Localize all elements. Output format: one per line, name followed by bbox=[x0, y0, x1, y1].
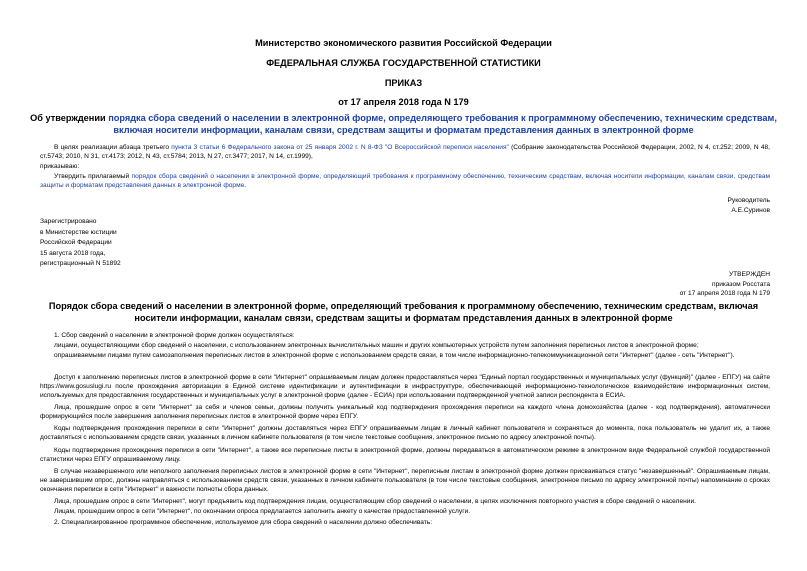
preamble-text-start: В целях реализации абзаца третьего bbox=[54, 144, 172, 151]
procedure-paragraph: опрашиваемыми лицами путем самозаполнения переписных листов в электронной форме с использованием средств связи, в том числе информационно-телекоммуникационной сети "Интернет" (далее - сеть "Интернет"). bbox=[54, 352, 735, 359]
procedure-paragraph: Доступ к заполнению переписных листов в электронной форме в сети "Интернет" опрашиваемым лицам должен предоставляться через "Единый портал государственных и муниципальных услуг (функций)" (далее - ЕПГУ) на сайте https://www.gosuslugi.ru после прохождения авторизации в Единой системе идентификации и аутентификации в инфраструктуре, обеспечивающей информационно-технологическое взаимодействие информационных систем, используемых для предоставления государственных и муниципальных услуг в электронной форме (далее - ЕСИА) при использовании подтвержденной учетной записи респондента в ЕСИА. bbox=[40, 374, 770, 400]
procedure-link[interactable]: порядок сбора сведений о населении в электронной форме, определяющий требования к программному обеспечению, техническим средствам, включая носители информации, каналам связи, средствам защиты и форматам представления данных в электронной форме bbox=[40, 173, 770, 190]
registration-block bbox=[40, 217, 121, 270]
procedure-paragraph: Коды подтверждения прохождения переписи в сети "Интернет" должны доставляться через ЕПГУ опрашиваемым лицам в личный кабинет пользователя и сохраняться до момента, пока пользователь не удалит их, а также доставляться с использованием средств связи, указанных в личном кабинете пользователя (в том числе текстовые сообщения, электронное письмо по адресу электронной почты). bbox=[40, 425, 770, 442]
approve-paragraph bbox=[40, 172, 770, 190]
order-date: от 17 апреля 2018 года N 179 bbox=[338, 97, 469, 107]
registration-line: Российской Федерации bbox=[40, 239, 112, 247]
registration-line: в Министерстве юстиции bbox=[40, 228, 117, 236]
order-title bbox=[30, 112, 777, 136]
order-heading: ПРИКАЗ bbox=[384, 78, 423, 88]
preamble-text-end: (Собрание законодательства Российской Федерации, 2002, N 4, ст.252; 2009, N 48, ст.5743; 2010, N 31, ст.4173; 2012, N 43, ст.5784; 2013, N 27, ст.3477; 2017, N 14, ст.1999), bbox=[40, 144, 770, 161]
procedure-paragraph: В случае незавершенного или неполного заполнения переписных листов в электронной форме в сети "Интернет", переписным листам в электронной форме должен присваиваться статус "незавершенный". Опрашиваемым лицам, не завершившим опрос, должны направляться с использованием средств связи, указанных в личном кабинете пользователя (в том числе текстовые сообщения, электронное письмо по адресу электронной почты) напоминание о сроках окончания переписи в сети "Интернет" и важности полноты сбора данных. bbox=[40, 468, 770, 494]
order-word-paragraph: приказываю: bbox=[40, 163, 80, 170]
procedure-paragraph: Лица, прошедшие опрос в сети "Интернет" за себя и членов семьи, должны получить уникальный код подтверждения прохождения переписи на каждого члена домохозяйства (далее - код подтверждения), автоматически формирующийся после завершения заполнения переписных листов в электронной форме через ЕПГУ. bbox=[40, 404, 770, 421]
procedure-paragraph: 1. Сбор сведений о населении в электронной форме должен осуществляться: bbox=[54, 332, 295, 339]
procedure-paragraph: Лица, прошедшие опрос в сети "Интернет", могут предъявить код подтверждения лицам, осуществляющим сбор сведений о населении, в целях исключения повторного участия в сборе сведений о населении. bbox=[54, 498, 696, 505]
ministry-heading: Министерство экономического развития Российской Федерации bbox=[255, 38, 552, 48]
order-title-link[interactable]: порядка сбора сведений о населении в электронной форме, определяющего требования к программному обеспечению, техническим средствам, включая носители информации, каналам связи, средствам защиты и форматам представления данных в электронной форме bbox=[108, 113, 777, 135]
service-heading: ФЕДЕРАЛЬНАЯ СЛУЖБА ГОСУДАРСТВЕННОЙ СТАТИСТИКИ bbox=[266, 58, 541, 68]
preamble-paragraph bbox=[40, 143, 770, 161]
signature-name: А.Е.Суринов bbox=[731, 206, 770, 214]
approved-block bbox=[680, 270, 770, 299]
procedure-paragraph: Лицам, прошедшим опрос в сети "Интернет", по окончании опроса предлагается заполнить анкету о качестве предоставленной услуги. bbox=[54, 508, 471, 515]
registration-line: 15 августа 2018 года, bbox=[40, 249, 106, 257]
approved-line: от 17 апреля 2018 года N 179 bbox=[679, 290, 770, 298]
approved-line: УТВЕРЖДЕН bbox=[728, 271, 770, 278]
order-title-prefix: Об утверждении bbox=[30, 113, 109, 123]
approve-text-end: . bbox=[244, 182, 247, 190]
procedure-paragraph: 2. Специализированное программное обеспечение, используемое для сбора сведений о населении должно обеспечивать: bbox=[54, 519, 433, 526]
approve-text-start: Утвердить прилагаемый bbox=[54, 173, 132, 180]
registration-line: Зарегистрировано bbox=[40, 218, 97, 225]
signature-block bbox=[728, 196, 770, 215]
procedure-paragraph: лицами, осуществляющими сбор сведений о населении, с использованием электронных вычислительных машин и других компьютерных устройств путем заполнения переписных листов в электронной форме; bbox=[54, 342, 699, 349]
procedure-title: Порядок сбора сведений о населении в электронной форме, определяющий требования к программному обеспечению, техническим средствам, включая носители информации, каналам связи, средствам защиты и форматам представления данных в электронной форме bbox=[48, 301, 759, 323]
registration-line: регистрационный N 51892 bbox=[40, 260, 121, 268]
law-link[interactable]: пункта 3 статьи 6 Федерального закона от 25 января 2002 г. N 8-ФЗ "О Всероссийской переписи населения" bbox=[171, 144, 509, 151]
signature-role: Руководитель bbox=[727, 197, 770, 204]
procedure-paragraph: Коды подтверждения прохождения переписи в сети "Интернет", а также все переписные листы в электронной форме, должны передаваться в автоматическом режиме в электронном виде Федеральной службой государственной статистики через ЕПГУ опрашиваемому лицу. bbox=[40, 447, 770, 464]
approved-line: приказом Росстата bbox=[712, 280, 770, 288]
